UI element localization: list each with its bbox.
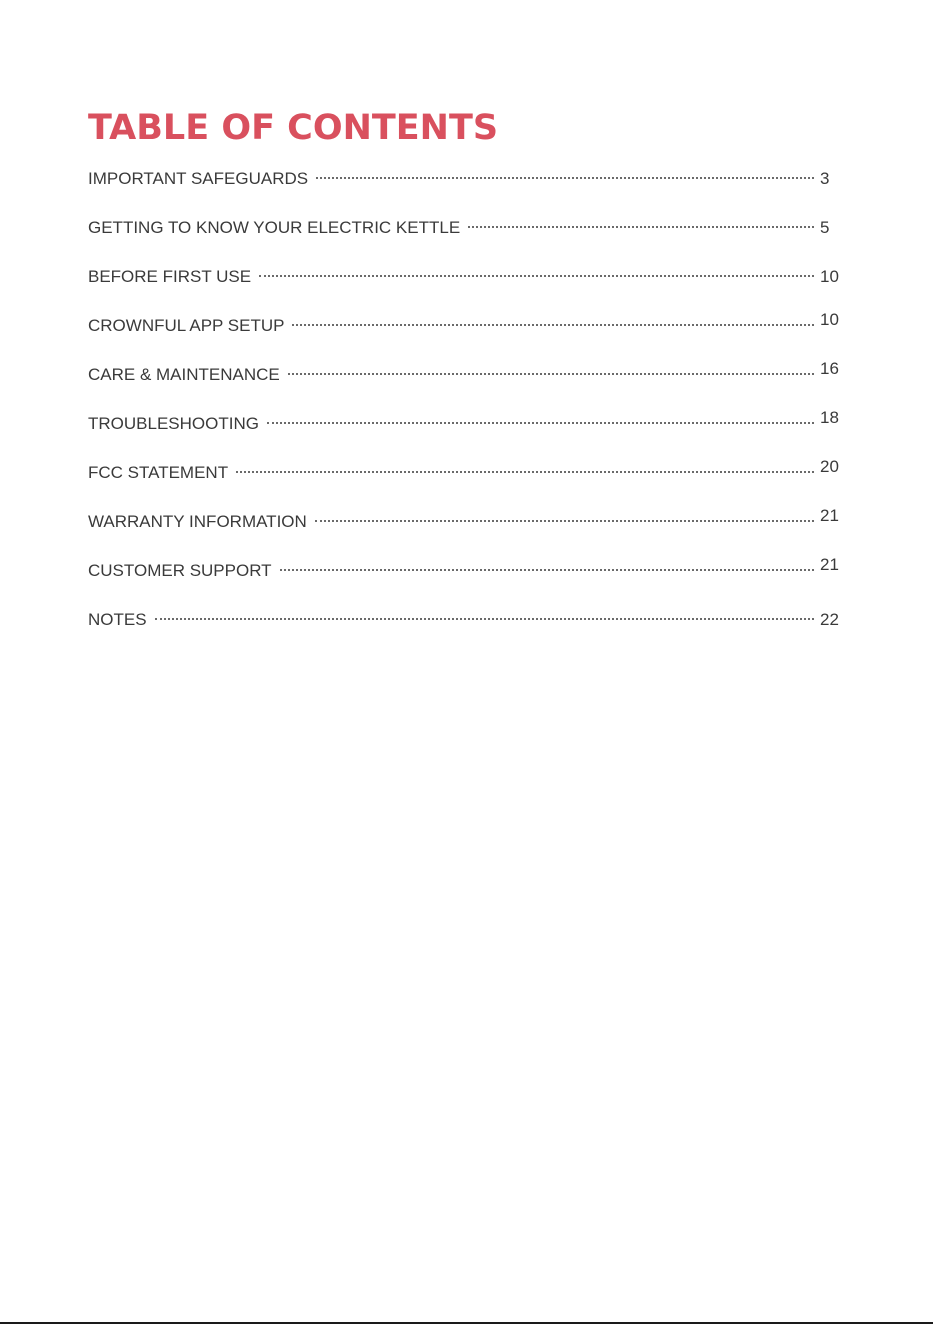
toc-entry-customer-support[interactable] [88,557,846,606]
toc-entry-label: CROWNFUL APP SETUP [88,316,285,335]
dot-leader [259,275,814,277]
toc-entry-label: BEFORE FIRST USE [88,267,252,286]
toc-entry-label: FCC STATEMENT [88,463,229,482]
dot-leader [316,177,814,179]
toc-entry-label: GETTING TO KNOW YOUR ELECTRIC KETTLE [88,218,461,237]
dot-leader [155,618,814,620]
toc-entry-page: 3 [820,169,830,188]
toc-entry-page: 18 [820,408,839,427]
toc-entry-getting-to-know[interactable] [88,214,846,263]
toc-entry-warranty[interactable] [88,508,846,557]
toc-entry-label: TROUBLESHOOTING [88,414,259,433]
toc-list [88,165,846,655]
toc-entry-page: 22 [820,610,839,629]
toc-entry-label: NOTES [88,610,147,629]
toc-entry-label: IMPORTANT SAFEGUARDS [88,169,309,188]
toc-entry-app-setup[interactable] [88,312,846,361]
toc-entry-notes[interactable] [88,606,846,655]
toc-entry-page: 16 [820,359,839,378]
toc-entry-care-maintenance[interactable] [88,361,846,410]
toc-entry-page: 21 [820,506,839,525]
dot-leader [468,226,814,228]
toc-entry-fcc-statement[interactable] [88,459,846,508]
toc-entry-label: WARRANTY INFORMATION [88,512,307,531]
dot-leader [236,471,814,473]
page-title: TABLE OF CONTENTS [88,108,499,148]
toc-entry-label: CUSTOMER SUPPORT [88,561,272,580]
toc-entry-page: 21 [820,555,839,574]
toc-entry-label: CARE & MAINTENANCE [88,365,280,384]
dot-leader [288,373,814,375]
toc-entry-page: 10 [820,267,839,286]
toc-entry-page: 20 [820,457,839,476]
dot-leader [267,422,814,424]
toc-entry-page: 10 [820,310,839,329]
toc-entry-troubleshooting[interactable] [88,410,846,459]
dot-leader [315,520,814,522]
dot-leader [292,324,814,326]
toc-entry-before-first-use[interactable] [88,263,846,312]
toc-entry-important-safeguards[interactable] [88,165,846,214]
dot-leader [280,569,814,571]
toc-entry-page: 5 [820,218,830,237]
